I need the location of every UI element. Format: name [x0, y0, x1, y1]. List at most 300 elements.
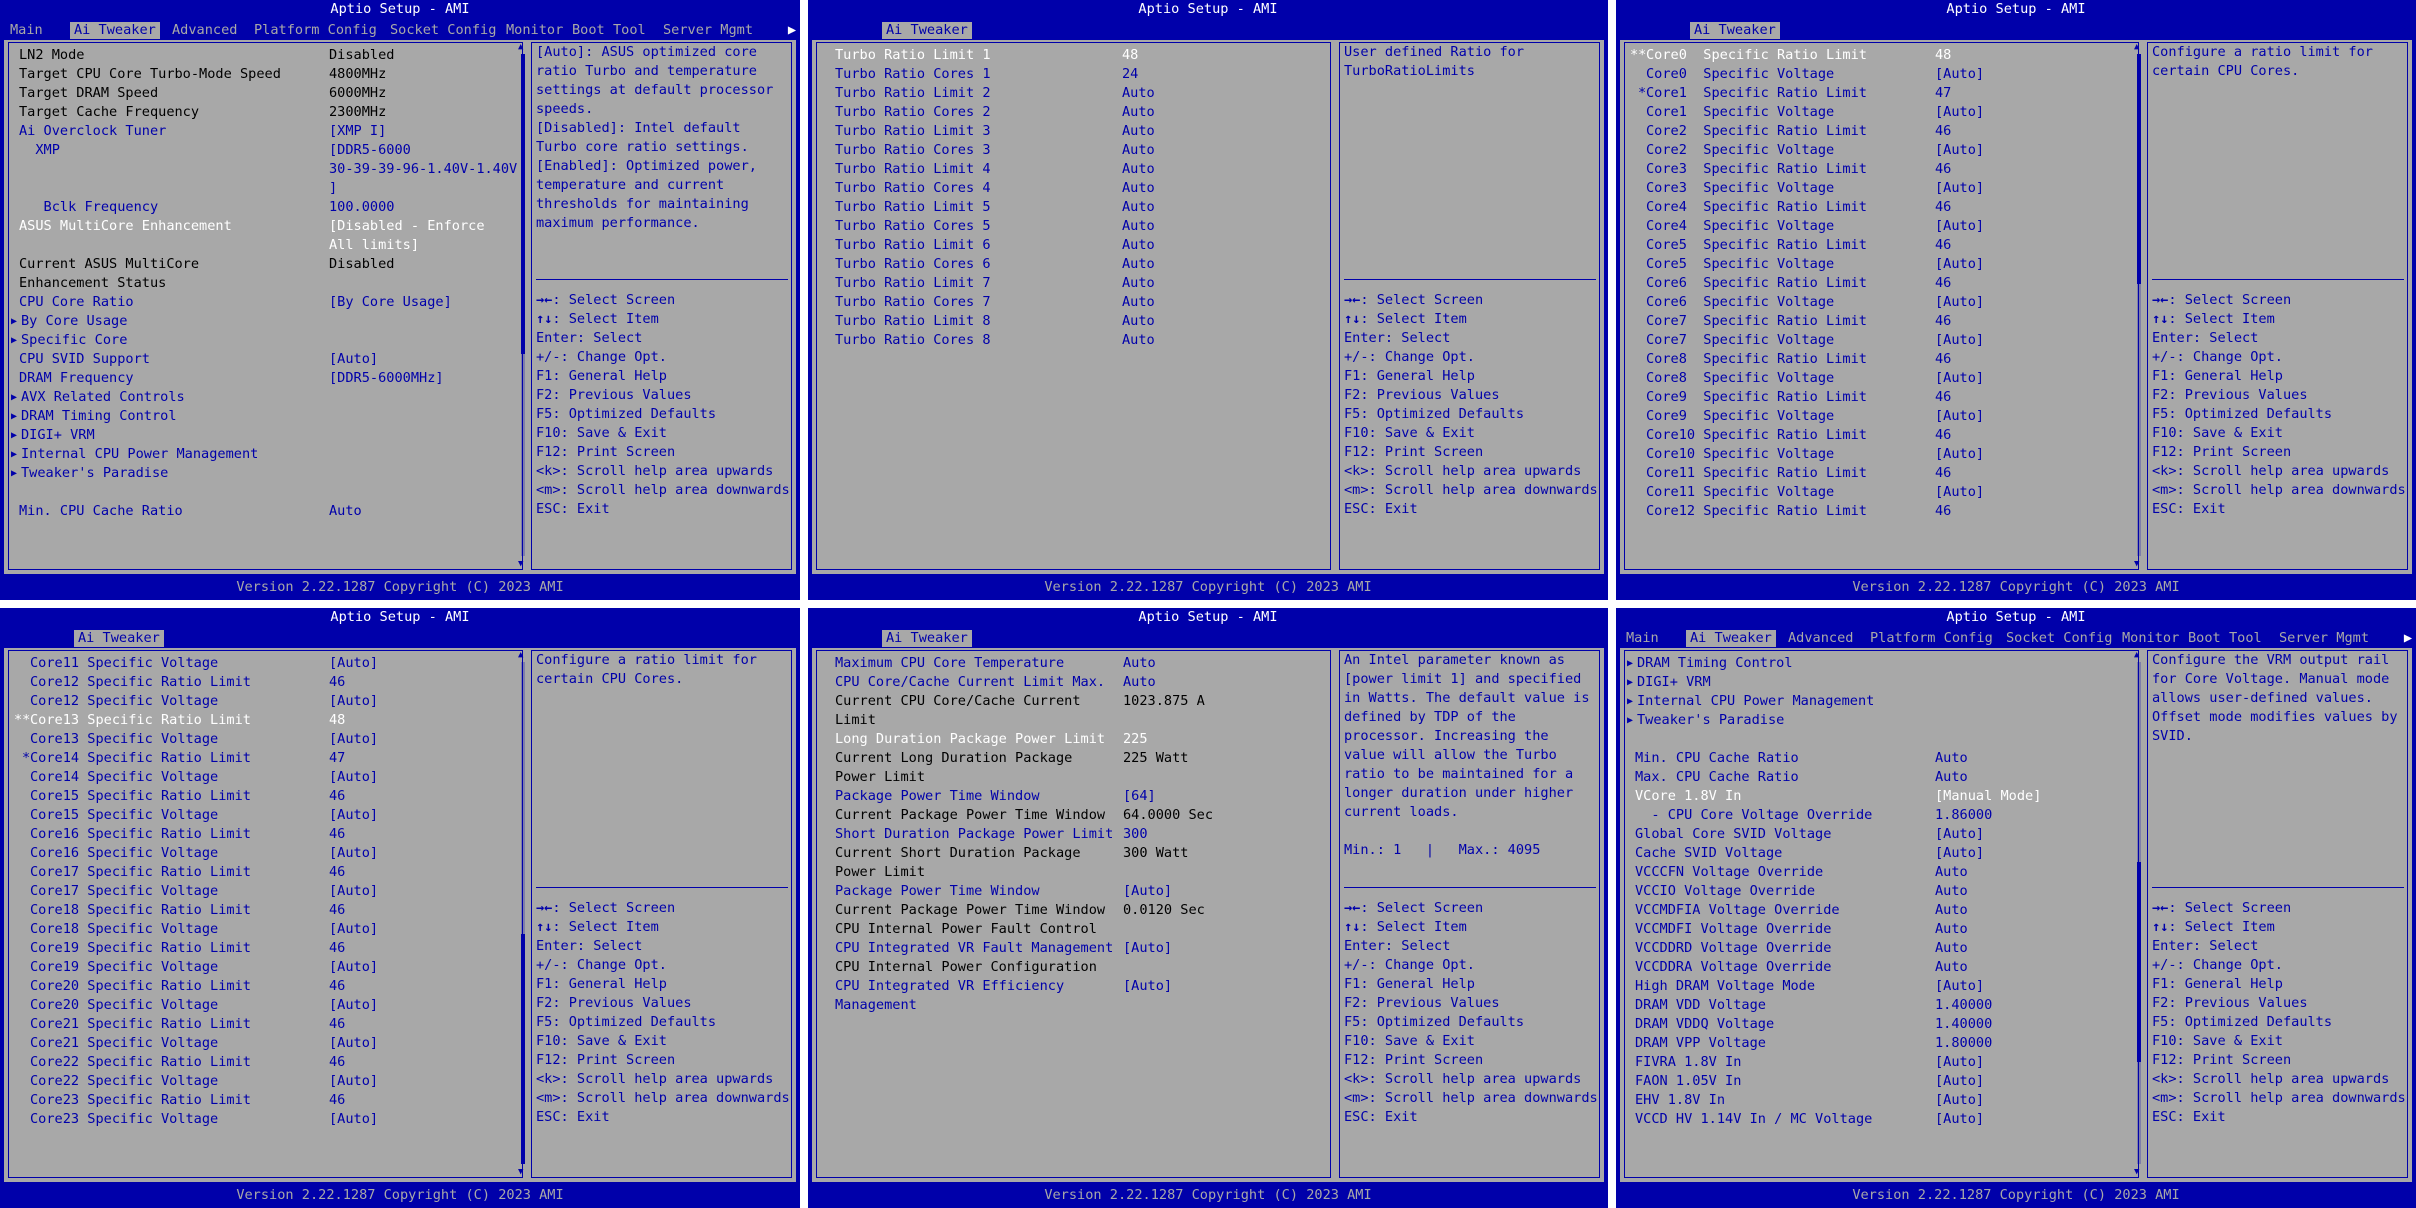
setting-row[interactable] — [1625, 331, 2133, 350]
setting-value[interactable]: 46 — [1935, 427, 1952, 443]
key-description: <k>: Scroll help area upwards — [1344, 463, 1582, 479]
setting-row[interactable] — [9, 844, 517, 863]
submenu-item[interactable] — [9, 445, 517, 464]
setting-value[interactable]: [Auto] — [1123, 883, 1173, 899]
setting-value[interactable]: [Auto] — [329, 807, 379, 823]
setting-row[interactable] — [9, 369, 517, 388]
setting-row[interactable] — [1625, 464, 2133, 483]
setting-row[interactable] — [1625, 388, 2133, 407]
setting-row[interactable] — [1625, 179, 2133, 198]
setting-value[interactable]: [64] — [1123, 788, 1156, 804]
key-legend-item — [1344, 1013, 1598, 1032]
setting-value[interactable]: 225 — [1123, 731, 1148, 747]
setting-value[interactable]: 46 — [329, 826, 346, 842]
tab-server-mgmt[interactable]: Server Mgmt — [2279, 630, 2370, 646]
setting-value[interactable]: 46 — [1935, 465, 1952, 481]
setting-row[interactable] — [1625, 65, 2133, 84]
setting-row[interactable] — [9, 1091, 517, 1110]
setting-row[interactable] — [9, 673, 517, 692]
key-description: : Select Screen — [1360, 292, 1484, 308]
setting-row[interactable] — [9, 863, 517, 882]
key-description: F5: Optimized Defaults — [1344, 406, 1525, 422]
bios-panel-p4 — [0, 608, 800, 1208]
setting-value[interactable]: 46 — [1935, 275, 1952, 291]
setting-value[interactable]: 30-39-39-96-1.40V-1.40V — [329, 161, 518, 177]
setting-row[interactable] — [817, 179, 1325, 198]
tab-socket-config[interactable]: Socket Config — [2006, 630, 2113, 646]
setting-value[interactable]: [Auto] — [1935, 66, 1985, 82]
setting-row[interactable] — [9, 1053, 517, 1072]
setting-row[interactable] — [817, 217, 1325, 236]
scroll-down-arrow-icon[interactable]: ▼ — [2134, 1167, 2140, 1177]
setting-value[interactable]: [Auto] — [329, 845, 379, 861]
key-legend-item — [2152, 899, 2406, 918]
setting-value[interactable]: Auto — [1122, 104, 1155, 120]
scroll-up-arrow-icon[interactable]: ▲ — [518, 42, 524, 52]
tab-ai-tweaker[interactable]: Ai Tweaker — [1686, 630, 1776, 647]
setting-value[interactable]: 46 — [1935, 199, 1952, 215]
setting-row — [817, 844, 1325, 863]
setting-label: Core0 Specific Ratio Limit — [1646, 47, 1867, 63]
setting-row[interactable] — [817, 977, 1325, 996]
setting-value[interactable]: [Auto] — [1123, 978, 1173, 994]
setting-row[interactable] — [1625, 350, 2133, 369]
setting-value[interactable]: 46 — [1935, 389, 1952, 405]
setting-row[interactable] — [1625, 445, 2133, 464]
setting-value[interactable]: Auto — [1122, 256, 1155, 272]
setting-row[interactable] — [1625, 806, 2133, 825]
setting-row[interactable] — [817, 331, 1325, 350]
setting-row[interactable] — [1625, 122, 2133, 141]
setting-row[interactable] — [9, 825, 517, 844]
scrollbar[interactable] — [2134, 650, 2144, 1178]
setting-label: FAON 1.05V In — [1635, 1073, 1742, 1089]
help-text: User defined Ratio for TurboRatioLimits — [1344, 44, 1533, 79]
setting-value[interactable]: [Auto] — [1935, 826, 1985, 842]
submenu-item[interactable] — [9, 312, 517, 331]
setting-value[interactable]: 46 — [329, 1054, 346, 1070]
submenu-item[interactable] — [9, 388, 517, 407]
key-legend-item — [1344, 405, 1598, 424]
setting-value[interactable]: [Auto] — [1935, 370, 1985, 386]
setting-row[interactable] — [9, 1072, 517, 1091]
key-glyph: →← — [2152, 900, 2169, 916]
setting-row[interactable] — [817, 996, 1325, 1015]
setting-row[interactable] — [817, 103, 1325, 122]
submenu-item[interactable] — [1625, 673, 2133, 692]
setting-row[interactable] — [1625, 1110, 2133, 1129]
setting-value[interactable]: Auto — [1122, 313, 1155, 329]
setting-value[interactable]: Auto — [1122, 123, 1155, 139]
key-legend-item — [2152, 975, 2406, 994]
setting-row[interactable] — [9, 1034, 517, 1053]
setting-label: Core4 Specific Ratio Limit — [1646, 199, 1867, 215]
scrollbar-thumb[interactable] — [2137, 54, 2141, 284]
setting-value[interactable]: Auto — [1122, 85, 1155, 101]
key-description: +/-: Change Opt. — [2152, 349, 2283, 365]
tab-monitor[interactable]: Monitor — [506, 22, 564, 38]
setting-value[interactable]: Auto — [1935, 921, 1968, 937]
key-description: Enter: Select — [2152, 938, 2259, 954]
scrollbar[interactable] — [2134, 42, 2144, 570]
tab-scroll-right-icon[interactable]: ▶ — [2403, 630, 2412, 646]
scroll-down-arrow-icon[interactable]: ▼ — [518, 1167, 524, 1177]
setting-row[interactable] — [9, 217, 517, 236]
setting-row[interactable] — [1625, 1034, 2133, 1053]
setting-row[interactable] — [817, 236, 1325, 255]
tab-ai-tweaker[interactable]: Ai Tweaker — [1690, 22, 1780, 39]
tab-monitor[interactable]: Monitor — [2122, 630, 2180, 646]
setting-row — [817, 768, 1325, 787]
key-legend-item — [2152, 937, 2406, 956]
submenu-item[interactable] — [1625, 692, 2133, 711]
setting-value[interactable]: Auto — [1123, 655, 1156, 671]
setting-row[interactable] — [1625, 958, 2133, 977]
setting-row[interactable] — [1625, 312, 2133, 331]
setting-row[interactable] — [9, 122, 517, 141]
setting-value[interactable]: 46 — [329, 1016, 346, 1032]
setting-row[interactable] — [1625, 84, 2133, 103]
tab-platform-config[interactable]: Platform Config — [254, 22, 377, 38]
setting-row[interactable] — [1625, 483, 2133, 502]
setting-value[interactable]: Auto — [329, 503, 362, 519]
setting-value[interactable]: 1.80000 — [1935, 1035, 1993, 1051]
setting-value[interactable]: [Auto] — [1935, 1111, 1985, 1127]
setting-row[interactable] — [1625, 901, 2133, 920]
setting-row[interactable] — [9, 711, 517, 730]
setting-value[interactable]: 46 — [329, 978, 346, 994]
setting-value[interactable]: [Auto] — [329, 997, 379, 1013]
setting-value[interactable]: 46 — [1935, 503, 1952, 519]
setting-value[interactable]: [Auto] — [1935, 484, 1985, 500]
setting-value[interactable]: 24 — [1122, 66, 1139, 82]
tab-scroll-right-icon[interactable]: ▶ — [787, 22, 796, 38]
setting-row[interactable] — [1625, 46, 2133, 65]
setting-row[interactable] — [9, 293, 517, 312]
setting-row[interactable] — [1625, 160, 2133, 179]
setting-row[interactable] — [817, 65, 1325, 84]
key-glyph: →← — [536, 900, 553, 916]
setting-row[interactable] — [1625, 198, 2133, 217]
setting-value[interactable]: [Auto] — [329, 1035, 379, 1051]
setting-row[interactable] — [9, 179, 517, 198]
tab-boot[interactable]: Boot — [572, 22, 605, 38]
setting-value[interactable]: [Auto] — [1935, 180, 1985, 196]
setting-value[interactable]: 46 — [1935, 161, 1952, 177]
setting-row[interactable] — [1625, 502, 2133, 521]
setting-value[interactable]: 300 — [1123, 826, 1148, 842]
tab-advanced[interactable]: Advanced — [172, 22, 238, 38]
setting-row[interactable] — [1625, 1072, 2133, 1091]
setting-value[interactable]: Auto — [1122, 142, 1155, 158]
setting-row[interactable] — [9, 236, 517, 255]
setting-row[interactable] — [9, 939, 517, 958]
setting-row[interactable] — [1625, 426, 2133, 445]
setting-row[interactable] — [9, 160, 517, 179]
setting-value[interactable]: Auto — [1935, 902, 1968, 918]
help-pane — [2147, 650, 2408, 1178]
setting-value[interactable]: [Auto] — [1935, 104, 1985, 120]
scrollbar-thumb[interactable] — [2137, 862, 2141, 1062]
setting-value[interactable]: Auto — [1122, 275, 1155, 291]
tab-tool[interactable]: Tool — [613, 22, 646, 38]
setting-value[interactable]: 46 — [329, 864, 346, 880]
setting-row[interactable] — [1625, 236, 2133, 255]
setting-value[interactable]: [Auto] — [1935, 256, 1985, 272]
setting-row[interactable] — [817, 141, 1325, 160]
setting-row[interactable] — [9, 806, 517, 825]
setting-row[interactable] — [817, 654, 1325, 673]
setting-value[interactable]: 46 — [329, 902, 346, 918]
setting-value[interactable]: [Auto] — [1935, 845, 1985, 861]
key-legend-item — [2152, 1089, 2406, 1108]
tab-socket-config[interactable]: Socket Config — [390, 22, 497, 38]
submenu-item[interactable] — [1625, 654, 2133, 673]
setting-row[interactable] — [9, 882, 517, 901]
key-legend-item — [1344, 310, 1598, 329]
help-divider — [2152, 887, 2404, 888]
setting-value[interactable]: 48 — [1935, 47, 1952, 63]
setting-value[interactable]: ] — [329, 180, 338, 196]
setting-value[interactable]: Auto — [1122, 161, 1155, 177]
setting-value[interactable]: [Auto] — [1935, 1054, 1985, 1070]
setting-row[interactable] — [1625, 141, 2133, 160]
tab-boot[interactable]: Boot — [2188, 630, 2221, 646]
submenu-item[interactable] — [9, 426, 517, 445]
setting-row[interactable] — [1625, 863, 2133, 882]
setting-value[interactable]: 47 — [329, 750, 346, 766]
setting-label: Turbo Ratio Cores 8 — [835, 332, 991, 348]
setting-label: VCCDDRD Voltage Override — [1635, 940, 1832, 956]
scroll-up-arrow-icon[interactable]: ▲ — [2134, 42, 2140, 52]
setting-row[interactable] — [1625, 103, 2133, 122]
setting-row[interactable] — [9, 198, 517, 217]
setting-value[interactable]: Auto — [1935, 864, 1968, 880]
setting-row[interactable] — [9, 920, 517, 939]
setting-row[interactable] — [9, 141, 517, 160]
scrollbar-thumb[interactable] — [521, 54, 525, 354]
tab-ai-tweaker[interactable]: Ai Tweaker — [882, 630, 972, 647]
scrollbar-thumb[interactable] — [521, 934, 525, 1164]
setting-row[interactable] — [9, 502, 517, 521]
setting-row[interactable] — [9, 901, 517, 920]
setting-row[interactable] — [1625, 996, 2133, 1015]
submenu-item[interactable] — [1625, 711, 2133, 730]
setting-row[interactable] — [1625, 1091, 2133, 1110]
setting-row[interactable] — [1625, 787, 2133, 806]
setting-value[interactable]: [Auto] — [329, 883, 379, 899]
key-legend-item — [536, 348, 790, 367]
setting-value[interactable]: [Auto] — [1935, 978, 1985, 994]
setting-value[interactable]: Auto — [1122, 199, 1155, 215]
setting-value[interactable]: 47 — [1935, 85, 1952, 101]
setting-value[interactable]: 46 — [329, 674, 346, 690]
key-description: F10: Save & Exit — [1344, 425, 1475, 441]
setting-value[interactable]: [XMP I] — [329, 123, 387, 139]
setting-row[interactable] — [1625, 749, 2133, 768]
setting-row[interactable] — [9, 350, 517, 369]
setting-row[interactable] — [817, 787, 1325, 806]
key-legend-item — [1344, 481, 1598, 500]
submenu-item[interactable] — [9, 464, 517, 483]
scroll-up-arrow-icon[interactable]: ▲ — [518, 650, 524, 660]
setting-row[interactable] — [9, 977, 517, 996]
setting-row[interactable] — [1625, 1015, 2133, 1034]
setting-value[interactable]: Auto — [1122, 237, 1155, 253]
setting-row[interactable] — [9, 768, 517, 787]
setting-value[interactable]: 100.0000 — [329, 199, 395, 215]
scrollbar[interactable] — [518, 42, 528, 570]
key-legend-item — [2152, 386, 2406, 405]
setting-value[interactable]: [Auto] — [1935, 1073, 1985, 1089]
setting-value[interactable]: Auto — [1935, 959, 1968, 975]
setting-row[interactable] — [817, 293, 1325, 312]
setting-value[interactable]: 1.40000 — [1935, 1016, 1993, 1032]
tab-tool[interactable]: Tool — [2229, 630, 2262, 646]
setting-value[interactable]: [Auto] — [1935, 332, 1985, 348]
key-legend — [2152, 291, 2406, 519]
setting-value[interactable]: Auto — [1935, 769, 1968, 785]
setting-row[interactable] — [817, 882, 1325, 901]
setting-row[interactable] — [817, 673, 1325, 692]
setting-value[interactable]: Auto — [1935, 883, 1968, 899]
setting-value[interactable]: [Disabled - Enforce — [329, 218, 485, 234]
setting-value[interactable]: Auto — [1935, 750, 1968, 766]
setting-row[interactable] — [1625, 1053, 2133, 1072]
setting-value[interactable]: 1.86000 — [1935, 807, 1993, 823]
setting-row[interactable] — [1625, 274, 2133, 293]
setting-row[interactable] — [817, 939, 1325, 958]
setting-value[interactable]: [Auto] — [329, 921, 379, 937]
setting-row[interactable] — [1625, 939, 2133, 958]
setting-label: LN2 Mode — [19, 47, 85, 63]
setting-row[interactable] — [817, 825, 1325, 844]
setting-value[interactable]: [DDR5-6000MHz] — [329, 370, 444, 386]
setting-value[interactable]: [DDR5-6000 — [329, 142, 411, 158]
setting-row[interactable] — [1625, 768, 2133, 787]
setting-value[interactable]: [Auto] — [1935, 408, 1985, 424]
setting-value[interactable]: [Auto] — [1935, 446, 1985, 462]
setting-row[interactable] — [1625, 977, 2133, 996]
tab-ai-tweaker[interactable]: Ai Tweaker — [882, 22, 972, 39]
setting-row[interactable] — [9, 692, 517, 711]
tab-main[interactable]: Main — [10, 22, 43, 38]
setting-row[interactable] — [817, 730, 1325, 749]
scroll-up-arrow-icon[interactable]: ▲ — [2134, 650, 2140, 660]
setting-value[interactable]: [Manual Mode] — [1935, 788, 2042, 804]
setting-value[interactable]: [Auto] — [1935, 218, 1985, 234]
setting-value[interactable]: [By Core Usage] — [329, 294, 452, 310]
setting-row[interactable] — [1625, 369, 2133, 388]
setting-row[interactable] — [9, 730, 517, 749]
tab-ai-tweaker[interactable]: Ai Tweaker — [74, 630, 164, 647]
setting-row[interactable] — [1625, 844, 2133, 863]
setting-row[interactable] — [9, 1110, 517, 1129]
setting-row[interactable] — [9, 958, 517, 977]
setting-value[interactable]: 48 — [329, 712, 346, 728]
setting-row[interactable] — [1625, 255, 2133, 274]
setting-value[interactable]: Auto — [1935, 940, 1968, 956]
setting-value[interactable]: 46 — [329, 1092, 346, 1108]
setting-row[interactable] — [1625, 882, 2133, 901]
tab-platform-config[interactable]: Platform Config — [1870, 630, 1993, 646]
setting-value[interactable]: [Auto] — [329, 731, 379, 747]
setting-value[interactable]: [Auto] — [1123, 940, 1173, 956]
setting-value[interactable]: [Auto] — [329, 1073, 379, 1089]
setting-row[interactable] — [817, 46, 1325, 65]
setting-value[interactable]: 46 — [329, 788, 346, 804]
setting-value[interactable]: Auto — [1122, 294, 1155, 310]
setting-value[interactable]: Auto — [1122, 218, 1155, 234]
setting-value[interactable]: Auto — [1123, 674, 1156, 690]
key-description: : Select Screen — [552, 292, 676, 308]
setting-row[interactable] — [9, 996, 517, 1015]
setting-row[interactable] — [817, 84, 1325, 103]
setting-value[interactable]: [Auto] — [1935, 142, 1985, 158]
setting-value[interactable]: Auto — [1122, 332, 1155, 348]
setting-value[interactable]: [Auto] — [1935, 294, 1985, 310]
setting-value[interactable]: [Auto] — [329, 959, 379, 975]
setting-row[interactable] — [9, 749, 517, 768]
setting-value[interactable]: All limits] — [329, 237, 420, 253]
tab-advanced[interactable]: Advanced — [1788, 630, 1854, 646]
setting-value[interactable]: 46 — [1935, 313, 1952, 329]
setting-value[interactable]: 46 — [1935, 123, 1952, 139]
setting-row[interactable] — [9, 1015, 517, 1034]
setting-row[interactable] — [817, 312, 1325, 331]
setting-value[interactable]: 48 — [1122, 47, 1139, 63]
setting-row[interactable] — [1625, 825, 2133, 844]
setting-value[interactable]: 46 — [1935, 351, 1952, 367]
setting-value: 4800MHz — [329, 66, 387, 82]
setting-value[interactable]: [Auto] — [329, 1111, 379, 1127]
setting-row[interactable] — [817, 160, 1325, 179]
setting-row[interactable] — [1625, 293, 2133, 312]
key-legend-item — [1344, 348, 1598, 367]
help-divider — [536, 887, 788, 888]
scroll-down-arrow-icon[interactable]: ▼ — [518, 559, 524, 569]
setting-row[interactable] — [1625, 920, 2133, 939]
setting-value[interactable]: [Auto] — [1935, 1092, 1985, 1108]
setting-value[interactable]: [Auto] — [329, 693, 379, 709]
setting-row[interactable] — [1625, 217, 2133, 236]
submenu-item[interactable] — [9, 331, 517, 350]
setting-value[interactable]: 46 — [1935, 237, 1952, 253]
setting-row[interactable] — [9, 654, 517, 673]
scrollbar[interactable] — [518, 650, 528, 1178]
setting-value[interactable]: [Auto] — [329, 769, 379, 785]
tab-main[interactable]: Main — [1626, 630, 1659, 646]
setting-label: Internal CPU Power Management — [1637, 693, 1875, 709]
setting-row[interactable] — [817, 274, 1325, 293]
scroll-down-arrow-icon[interactable]: ▼ — [2134, 559, 2140, 569]
setting-row[interactable] — [1625, 407, 2133, 426]
setting-value[interactable]: [Auto] — [329, 351, 379, 367]
setting-row[interactable] — [817, 255, 1325, 274]
setting-value[interactable]: 1.40000 — [1935, 997, 1993, 1013]
setting-row[interactable] — [817, 122, 1325, 141]
submenu-item[interactable] — [9, 407, 517, 426]
setting-value[interactable]: [Auto] — [329, 655, 379, 671]
setting-value[interactable]: Auto — [1122, 180, 1155, 196]
setting-row[interactable] — [9, 787, 517, 806]
setting-label: CPU Internal Power Configuration — [835, 959, 1097, 975]
tab-ai-tweaker[interactable]: Ai Tweaker — [70, 22, 160, 39]
setting-value[interactable]: 46 — [329, 940, 346, 956]
setting-row[interactable] — [817, 198, 1325, 217]
tab-server-mgmt[interactable]: Server Mgmt — [663, 22, 754, 38]
setting-label: Bclk Frequency — [19, 199, 159, 215]
